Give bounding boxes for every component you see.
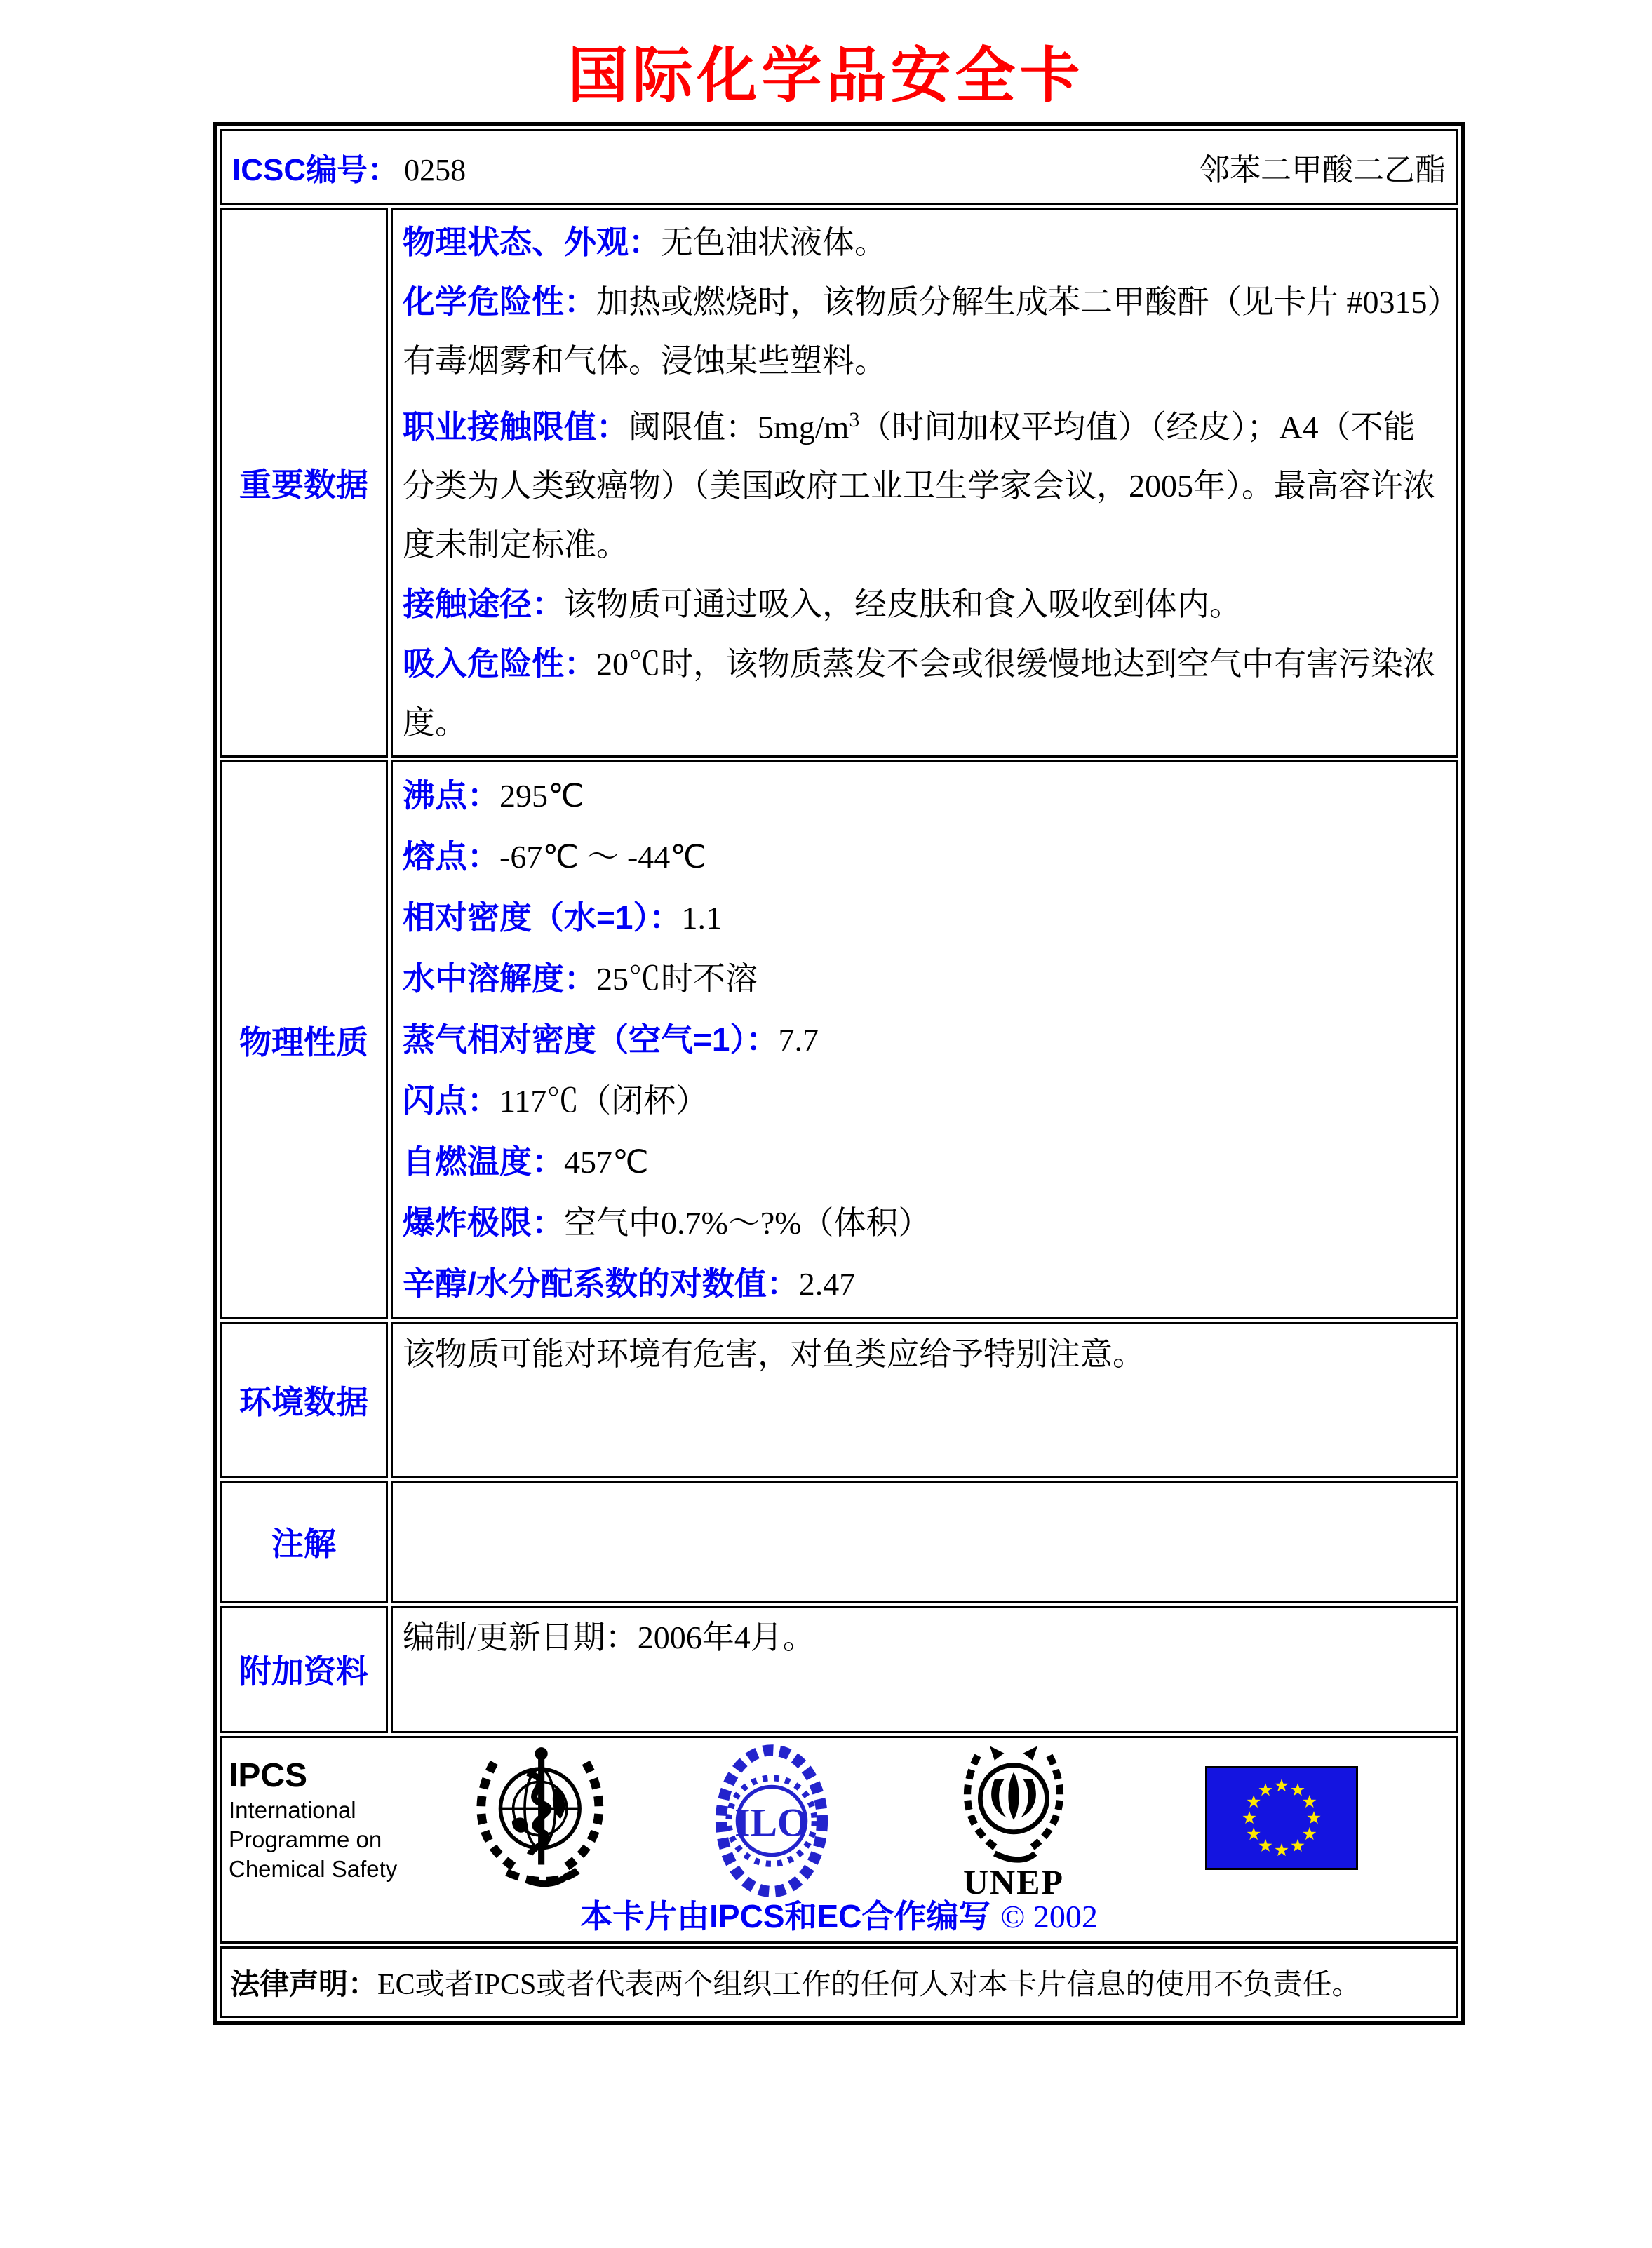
section-label-notes: 注解 [220, 1481, 388, 1603]
field-label: 物理状态、外观： [403, 224, 661, 260]
field-value: 20℃时，该物质蒸发不会或很缓慢地达到空气中有害污染浓度。 [403, 646, 1435, 741]
ipcs-text-block [229, 1756, 397, 1884]
section-content-environmental-data [391, 1322, 1458, 1478]
section-label-important-data: 重要数据 [220, 208, 388, 758]
who-logo-icon [469, 1741, 609, 1900]
field-value: 2.47 [798, 1266, 856, 1303]
field-label: 自燃温度： [403, 1143, 564, 1180]
field-value: 1.1 [681, 900, 722, 936]
cooperation-caption-text: 本卡片由IPCS和EC合作编写 [580, 1898, 991, 1935]
field-label: 蒸气相对密度（空气=1）： [403, 1021, 779, 1058]
field-value: 25℃时不溶 [596, 961, 758, 997]
field-label: 化学危险性： [403, 283, 596, 320]
field-line [403, 887, 1446, 948]
chemical-name: 邻苯二甲酸二乙酯 [1199, 153, 1446, 187]
field-value: 加热或燃烧时，该物质分解生成苯二甲酸酐（见卡片 #0315）有毒烟雾和气体。浸蚀某些塑料。 [403, 284, 1444, 379]
legal-disclaimer-text: EC或者IPCS或者代表两个组织工作的任何人对本卡片信息的使用不负责任。 [377, 1969, 1362, 2002]
field-line [403, 1253, 1446, 1314]
unep-logo-text: UNEP [962, 1862, 1065, 1902]
logos-row [220, 1736, 1458, 1944]
field-line [403, 948, 1446, 1009]
field-value: -67℃ ～ -44℃ [499, 839, 706, 875]
page-title: 国际化学品安全卡 [568, 42, 1084, 109]
field-label: 闪点： [403, 1082, 499, 1119]
environment-text: 该物质可能对环境有危害，对鱼类应给予特别注意。 [403, 1336, 1145, 1373]
field-value: 空气中0.7%～?%（体积） [564, 1205, 931, 1241]
eu-flag-icon [1205, 1766, 1358, 1873]
field-value: 457℃ [564, 1144, 649, 1180]
field-label: 相对密度（水=1）： [403, 899, 682, 936]
field-value: 295℃ [499, 778, 584, 814]
field-line [403, 634, 1446, 753]
superscript: 3 [849, 408, 860, 431]
ilo-logo-icon [709, 1742, 835, 1904]
ipcs-subtitle-line: Programme on [229, 1826, 382, 1853]
field-line [403, 1131, 1446, 1192]
cooperation-caption [222, 1891, 1456, 1937]
field-label: 吸入危险性： [403, 645, 596, 682]
field-label: 接触途径： [403, 586, 564, 623]
field-line [403, 826, 1446, 887]
section-content-additional-info [391, 1606, 1458, 1733]
field-label: 水中溶解度： [403, 960, 596, 997]
section-content-physical-properties [391, 760, 1458, 1319]
field-value: （时间加权平均值）（经皮）；A4（不能分类为人类致癌物）（美国政府工业卫生学家会议，2005年）。最高容许浓度未制定标准。 [403, 409, 1435, 563]
legal-disclaimer-label: 法律声明： [230, 1967, 378, 2001]
field-value: 该物质可通过吸入，经皮肤和食入吸收到体内。 [564, 586, 1242, 623]
icsc-number-value: 0258 [404, 153, 466, 187]
field-value: 无色油状液体。 [661, 224, 887, 260]
field-label: 熔点： [403, 838, 499, 875]
field-label: 辛醇/水分配系数的对数值： [403, 1265, 799, 1303]
field-line [403, 391, 1446, 574]
card-header-row [220, 129, 1458, 205]
field-line [403, 272, 1446, 391]
icsc-number [232, 144, 466, 189]
field-line [403, 1009, 1446, 1070]
field-value: 7.7 [778, 1022, 819, 1058]
ipcs-subtitle-line: International [229, 1797, 356, 1824]
copyright-text: © 2002 [1000, 1899, 1098, 1935]
field-label: 职业接触限值： [403, 408, 629, 445]
unep-logo-icon [947, 1741, 1080, 1902]
section-label-environmental-data: 环境数据 [220, 1322, 388, 1478]
section-label-physical-properties: 物理性质 [220, 760, 388, 1319]
section-content-important-data [391, 208, 1458, 758]
field-value: 阈限值：5mg/m [629, 409, 849, 445]
field-line [403, 1070, 1446, 1131]
field-label: 爆炸极限： [403, 1204, 564, 1241]
field-line [403, 765, 1446, 826]
icsc-card-table [213, 122, 1465, 2025]
section-content-notes [391, 1481, 1458, 1603]
legal-disclaimer-row [220, 1946, 1458, 2018]
additional-info-text: 编制/更新日期：2006年4月。 [403, 1620, 815, 1656]
field-line [403, 574, 1446, 634]
field-value: 117℃（闭杯） [499, 1083, 709, 1119]
ipcs-title: IPCS [229, 1757, 308, 1795]
field-line [403, 1192, 1446, 1253]
section-label-additional-info: 附加资料 [220, 1606, 388, 1733]
icsc-number-label: ICSC编号： [232, 153, 399, 187]
svg-text:ILO: ILO [734, 1801, 809, 1846]
ipcs-subtitle-line: Chemical Safety [229, 1856, 398, 1883]
field-label: 沸点： [403, 777, 499, 814]
field-line [403, 213, 1446, 272]
